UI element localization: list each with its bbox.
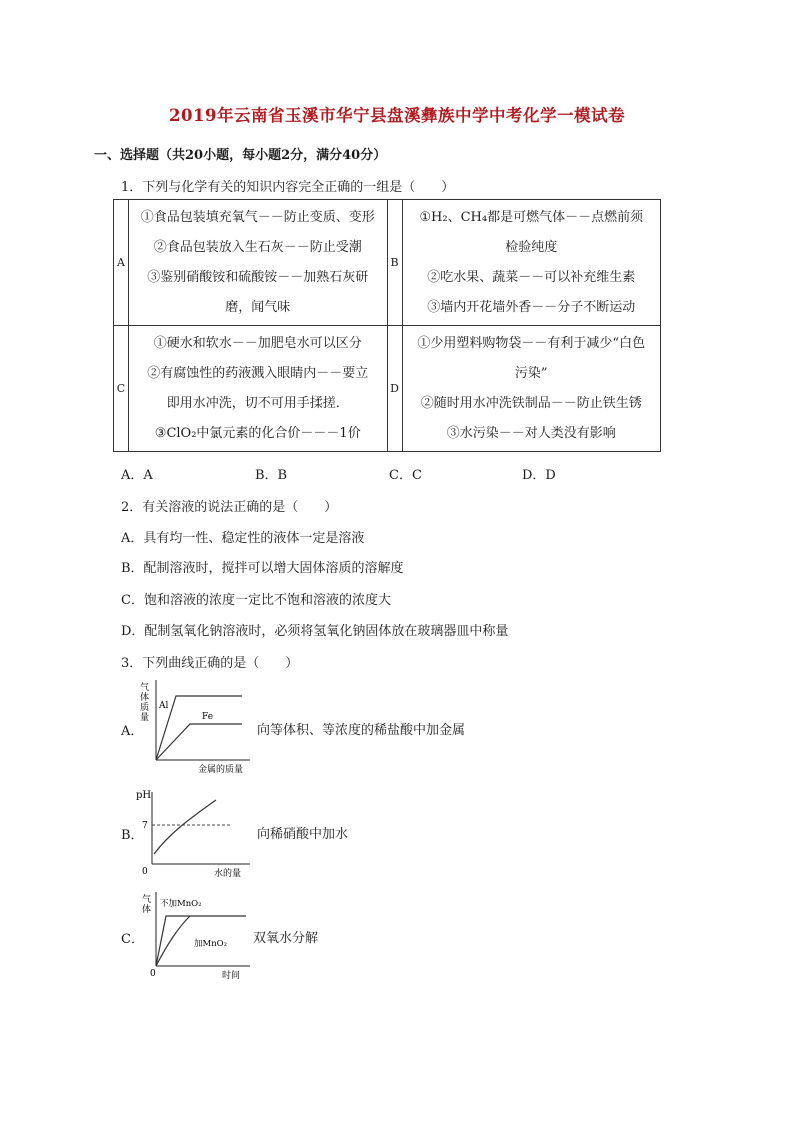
series-fe-label: Fe [202, 712, 214, 722]
cell-c-line-1: ①硬水和软水－－加肥皂水可以区分 [153, 335, 362, 351]
ylabel-char-3: 质 [140, 703, 150, 713]
cell-a-line-4: 磨，闻气味 [225, 299, 291, 315]
series-catalyst-label: 加MnO₂ [194, 939, 228, 949]
q3-graph-c [138, 888, 254, 984]
cell-c-line-3: 即用水冲洗，切不可用手揉搓． [166, 395, 349, 411]
cell-c-line-4: ③ClO₂中氯元素的化合价－－－1价 [154, 425, 361, 441]
series-al-label: Al [159, 701, 169, 711]
series-fe-curve [156, 724, 242, 760]
cell-label-b: B [387, 200, 402, 326]
cell-d-line-1: ①少用塑料购物袋－－有利于减少“白色 [417, 335, 646, 351]
question-1-table [113, 199, 661, 452]
q3-item-c-letter: C． [121, 932, 144, 947]
cell-a [129, 200, 388, 326]
cell-a-line-1: ①食品包装填充氧气－－防止变质、变形 [140, 209, 375, 225]
q3-item-c-caption: 双氧水分解 [253, 931, 319, 946]
question-3-stem: 3．下列曲线正确的是（ ） [121, 656, 299, 671]
ylabel-char-1: 气 [140, 683, 150, 693]
cell-d-line-2: 污染” [514, 365, 548, 381]
cell-d [402, 326, 661, 452]
cell-b-line-1: ①H₂、CH₄都是可燃气体－－点燃前须 [419, 209, 644, 225]
cell-b [402, 200, 661, 326]
page-title: 2019年云南省玉溪市华宁县盘溪彝族中学中考化学一模试卷 [169, 106, 625, 125]
cell-label-c: C [114, 326, 129, 452]
origin-label: 0 [142, 867, 148, 877]
xlabel: 水的量 [214, 869, 242, 879]
cell-c-line-2: ②有腐蚀性的药液溅入眼睛内－－要立 [147, 365, 369, 381]
series-al-curve [156, 696, 242, 760]
ylabel-char-1: 气 [142, 895, 152, 905]
ylabel-char-2: 体 [142, 905, 152, 915]
q3-item-b-caption: 向稀硝酸中加水 [257, 827, 349, 842]
section-heading: 一、选择题（共20小题，每小题2分，满分40分） [94, 148, 387, 163]
cell-label-d: D [387, 326, 402, 452]
q1-option-a: A．A [121, 468, 153, 483]
ylabel-char-2: 体 [140, 693, 150, 703]
series-no-catalyst-label: 不加MnO₂ [160, 899, 202, 909]
q3-item-a-letter: A． [121, 724, 144, 739]
q1-option-d: D．D [522, 468, 556, 483]
q3-item-b-letter: B． [121, 828, 144, 843]
cell-b-line-2: 检验纯度 [505, 239, 558, 255]
q3-graph-b [134, 784, 254, 880]
cell-a-line-2: ②食品包装放入生石灰－－防止受潮 [153, 239, 362, 255]
q3-graph-a [138, 676, 254, 776]
q2-option-b: B．配制溶液时，搅拌可以增大固体溶质的溶解度 [121, 561, 404, 576]
question-1-stem: 1．下列与化学有关的知识内容完全正确的一组是（ ） [121, 180, 455, 195]
ylabel-char-4: 量 [140, 713, 150, 723]
q3-item-a-caption: 向等体积、等浓度的稀盐酸中加金属 [257, 723, 466, 738]
cell-c [129, 326, 388, 452]
q2-option-c: C．饱和溶液的浓度一定比不饱和溶液的浓度大 [121, 593, 391, 608]
q2-option-a: A．具有均一性、稳定性的液体一定是溶液 [121, 531, 365, 546]
cell-b-line-3: ②吃水果、蔬菜－－可以补充维生素 [427, 269, 636, 285]
cell-label-a: A [114, 200, 129, 326]
origin-label: 0 [150, 969, 156, 979]
ylabel-ph: pH [136, 790, 152, 801]
cell-a-line-3: ③鉴别硝酸铵和硫酸铵－－加熟石灰研 [147, 269, 369, 285]
cell-d-line-4: ③水污染－－对人类没有影响 [446, 425, 616, 441]
xlabel: 时间 [222, 971, 241, 981]
q1-option-c: C．C [389, 468, 422, 483]
q1-option-b: B．B [255, 468, 288, 483]
ph-curve [154, 800, 216, 854]
cell-b-line-4: ③墙内开花墙外香－－分子不断运动 [427, 299, 636, 315]
question-2-stem: 2．有关溶液的说法正确的是（ ） [121, 500, 338, 515]
xlabel: 金属的质量 [198, 765, 244, 775]
cell-d-line-3: ②随时用水冲洗铁制品－－防止铁生锈 [420, 395, 642, 411]
ref-value-label: 7 [142, 821, 148, 831]
q2-option-d: D．配制氢氧化钠溶液时，必须将氢氧化钠固体放在玻璃器皿中称量 [121, 624, 509, 639]
